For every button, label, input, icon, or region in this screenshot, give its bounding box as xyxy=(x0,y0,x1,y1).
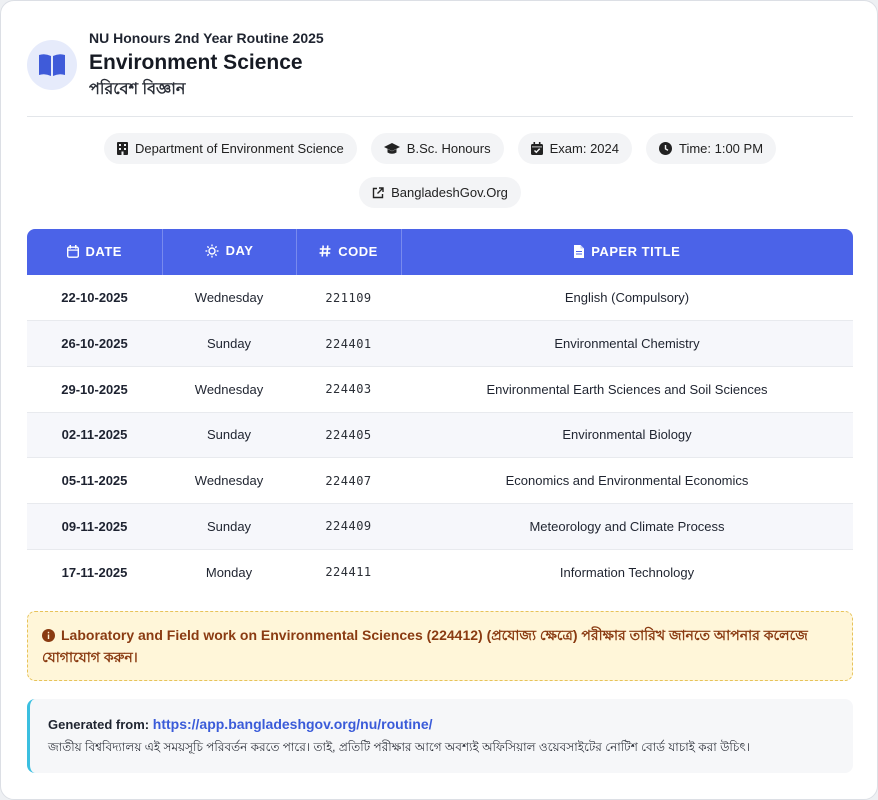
cell-paper-title: Environmental Biology xyxy=(401,412,853,458)
calendar-icon xyxy=(67,245,79,258)
cell-code: 224403 xyxy=(296,366,401,412)
info-chips xyxy=(27,133,853,221)
cell-date: 29-10-2025 xyxy=(27,366,162,412)
external-link-icon xyxy=(372,187,384,199)
department-label: Department of Environment Science xyxy=(134,141,344,156)
file-icon xyxy=(574,245,584,258)
disclaimer-text: জাতীয় বিশ্ববিদ্যালয় এই সময়সূচি পরিবর্তন করতে পারে। তাই, প্রতিটি পরীক্ষার আগে অবশ্যই অফিসিয়াল ওয়েবসাইটের নোটিশ বোর্ড যাচাই করা উচিৎ। xyxy=(48,740,751,754)
graduation-cap-icon xyxy=(384,143,400,155)
cell-date: 05-11-2025 xyxy=(27,458,162,504)
department-chip xyxy=(104,133,357,164)
cell-day: Wednesday xyxy=(162,275,296,321)
footer-source xyxy=(27,699,853,773)
routine-title: NU Honours 2nd Year Routine 2025 xyxy=(89,30,324,46)
site-link-chip[interactable] xyxy=(359,177,521,208)
header-paper-title: PAPER TITLE xyxy=(401,229,853,275)
calendar-check-icon xyxy=(531,142,543,155)
header-day: DAY xyxy=(162,229,296,275)
cell-day: Monday xyxy=(205,564,253,580)
degree-chip xyxy=(371,133,504,164)
cell-paper-title: English (Compulsory) xyxy=(401,275,853,321)
table-row xyxy=(27,458,853,504)
cell-code: 224407 xyxy=(296,458,401,504)
cell-date: 17-11-2025 xyxy=(61,564,128,580)
page-title: Environment Science xyxy=(89,51,303,74)
table-row xyxy=(27,275,853,321)
table-row xyxy=(27,412,853,458)
page-subtitle-bn: পরিবেশ বিজ্ঞান xyxy=(89,81,186,98)
source-link[interactable]: https://app.bangladeshgov.org/nu/routine/ xyxy=(152,716,433,732)
table-header-row xyxy=(27,229,853,275)
cell-date: 22-10-2025 xyxy=(27,275,162,321)
exam-label: Exam: 2024 xyxy=(549,141,619,156)
cell-day: Sunday xyxy=(162,412,296,458)
header-code: CODE xyxy=(296,229,401,275)
time-label: Time: 1:00 PM xyxy=(678,141,764,156)
degree-label: B.Sc. Honours xyxy=(406,141,491,156)
cell-paper-title: Information Technology xyxy=(559,564,695,580)
table-row xyxy=(27,503,853,549)
site-link-label[interactable]: BangladeshGov.Org xyxy=(391,185,508,200)
cell-paper-title: Environmental Earth Sciences and Soil Sciences xyxy=(401,366,853,412)
cell-paper-title: Meteorology and Climate Process xyxy=(401,503,853,549)
cell-day: Sunday xyxy=(162,321,296,367)
table-row xyxy=(27,321,853,367)
cell-paper-title: Environmental Chemistry xyxy=(401,321,853,367)
building-icon xyxy=(117,142,128,155)
lab-notice xyxy=(27,611,853,681)
time-chip xyxy=(646,133,776,164)
table-row xyxy=(27,366,853,412)
notice-text: Laboratory and Field work on Environmental Sciences (224412) (প্রযোজ্য ক্ষেত্রে) পরীক্ষার তারিখ জানতে আপনার কলেজে যোগাযোগ করুন। xyxy=(42,627,808,665)
routine-table xyxy=(27,229,853,595)
cell-date: 26-10-2025 xyxy=(27,321,162,367)
cell-paper-title: Economics and Environmental Economics xyxy=(401,458,853,504)
clock-icon xyxy=(659,142,672,155)
exam-chip xyxy=(518,133,632,164)
cell-day: Sunday xyxy=(162,503,296,549)
info-circle-icon xyxy=(42,629,55,642)
generated-label: Generated from: xyxy=(48,717,150,732)
cell-code: 224409 xyxy=(296,503,401,549)
sun-icon xyxy=(205,244,219,258)
cell-day: Wednesday xyxy=(162,366,296,412)
cell-code: 224411 xyxy=(325,565,372,580)
cell-code: 221109 xyxy=(296,275,401,321)
header xyxy=(27,29,853,117)
cell-date: 02-11-2025 xyxy=(27,412,162,458)
cell-date: 09-11-2025 xyxy=(27,503,162,549)
cell-code: 224405 xyxy=(296,412,401,458)
header-date: DATE xyxy=(27,229,162,275)
table-row xyxy=(27,549,853,595)
cell-code: 224401 xyxy=(296,321,401,367)
hashtag-icon xyxy=(319,245,331,257)
open-book-icon xyxy=(27,40,77,90)
cell-day: Wednesday xyxy=(162,458,296,504)
